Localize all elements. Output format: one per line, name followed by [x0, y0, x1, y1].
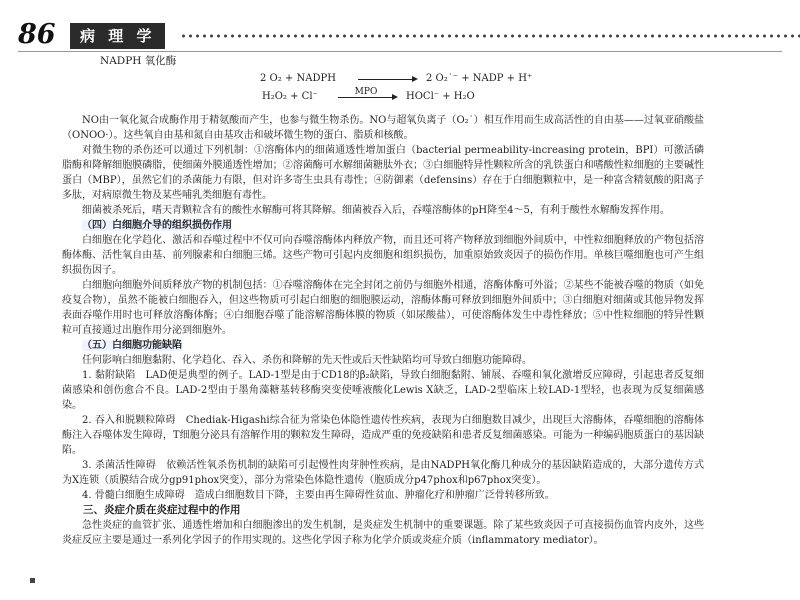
header-rule: [18, 51, 782, 52]
paragraph-release-mechanisms: 白细胞向细胞外间质释放产物的机制包括：①吞噬溶酶体在完全封闭之前仍与细胞外相通，溶酶体酶可外溢；②某些不能被吞噬的物质（如免疫复合物），虽然不能被白细胞吞入，但这些物质可引起白细胞的细胞膜运动，溶酶体酶可释放到细胞外间质中；③白细胞对细菌或其他异物发挥表面吞噬作用时也可释放溶酶体酶；④白细胞吞噬了能溶解溶酶体膜的物质（如尿酸盐），可使溶酶体发生中毒性释放；⑤中性粒细胞的特异性颗粒可直接通过出胞作用分泌到细胞外。: [62, 280, 704, 336]
equation-2-left: H₂O₂ + Cl⁻: [262, 91, 318, 102]
paragraph-tissue-injury: 白细胞在化学趋化、激活和吞噬过程中不仅可向吞噬溶酶体内释放产物，而且还可将产物释放到细胞外间质中，中性粒细胞释放的产物包括溶酶体酶、活性氧自由基、前列腺素和白细胞三烯。这些产物可引起内皮细胞和组织损伤，加重原始致炎因子的损伤作用。单核巨噬细胞也可产生组织损伤因子。: [62, 235, 704, 276]
paragraph-defects-intro: 任何影响白细胞黏附、化学趋化、吞入、杀伤和降解的先天性或后天性缺陷均可导致白细胞功能障碍。: [82, 355, 532, 366]
chapter-title: 病 理 学: [70, 23, 165, 49]
paragraph-no: NO由一氧化氮合成酶作用于精氨酸而产生，也参与微生物杀伤。NO与超氧负离子（O₂˙）相互作用而生成高活性的自由基——过氧亚硝酸盐（ONOO·）。这些氧自由基和氮自由基攻击和破坏微生物的蛋白、脂质和核酸。: [62, 115, 704, 141]
equation-1-left: 2 O₂ + NADPH: [260, 73, 336, 84]
equation-2-right: HOCl⁻ + H₂O: [406, 91, 475, 102]
paragraph-bactericidal-defect: 3. 杀菌活性障碍 依赖活性氧杀伤机制的缺陷可引起慢性肉芽肿性疾病，是由NADPH氧化酶几种成分的基因缺陷造成的，大部分遗传方式为X连锁（质膜结合成分gp91phox突变），部分为常染色体隐性遗传（胞质成分p47phox和p67phox突变）。: [62, 460, 704, 486]
paragraph-adhesion-defect: 1. 黏附缺陷 LAD便是典型的例子。LAD-1型是由于CD18的β₂缺陷，导致白细胞黏附、铺展、吞噬和氧化激增反应障碍，引起患者反复细菌感染和创伤愈合不良。LAD-2型由于墨角藻糖基转移酶突变使唾液酸化Lewis X缺乏，LAD-2型临床上较LAD-1型轻，也表现为反复细菌感染。: [62, 370, 704, 411]
equation-2: [62, 89, 704, 107]
margin-mark: [30, 578, 35, 583]
equation-1-right: 2 O₂˙⁻ + NADP + H⁺: [426, 73, 533, 84]
equation-1-arrow: [358, 79, 416, 80]
header-dotted-rule: [180, 32, 800, 40]
paragraph-mediators: 急性炎症的血管扩张、通透性增加和白细胞渗出的发生机制，是炎症发生机制中的重要课题。除了某些致炎因子可直接损伤血管内皮外，这些炎症反应主要是通过一系列化学因子的作用实现的。这些化学因子称为化学介质或炎症介质（inflammatory mediator）。: [62, 520, 704, 546]
subsection-heading-5: （五）白细胞功能缺陷: [82, 340, 182, 351]
equation-2-arrow: [338, 97, 396, 98]
paragraph-degradation: 细菌被杀死后，嗜天青颗粒含有的酸性水解酶可将其降解。细菌被吞入后，吞噬溶酶体的pH降至4～5，有利于酸性水解酶发挥作用。: [82, 205, 670, 216]
enzyme-label: NADPH 氧化酶: [100, 55, 177, 67]
paragraph-killing-mechanisms: 对微生物的杀伤还可以通过下列机制：①溶酶体内的细菌通透性增加蛋白（bacterial permeability-increasing protein，BPI）可激活磷脂酶和降解细胞膜磷脂，使细菌外膜通透性增加；②溶菌酶可水解细菌糖肽外衣；③白细胞特异性颗粒所含的乳铁蛋白和嗜酸性粒细胞的主要碱性蛋白（MBP），虽然它们的杀菌能力有限，但对许多寄生虫具有毒性；④防御素（defensins）存在于白细胞颗粒中，是一种富含精氨酸的阳离子多肽，对病原微生物及某些哺乳类细胞有毒性。: [62, 145, 704, 201]
subsection-heading-4: （四）白细胞介导的组织损伤作用: [82, 220, 232, 231]
section-heading-3: 三、炎症介质在炎症过程中的作用: [83, 504, 241, 516]
paragraph-marrow-defect: 4. 骨髓白细胞生成障碍 造成白细胞数目下降，主要由再生障碍性贫血、肿瘤化疗和肿瘤广泛骨转移所致。: [82, 490, 555, 501]
page-header: [18, 18, 782, 52]
page-body: [62, 54, 704, 548]
paragraph-phagocytosis-defect: 2. 吞入和脱颗粒障碍 Chediak-Higashi综合征为常染色体隐性遗传性疾病，表现为白细胞数目减少，出现巨大溶酶体，吞噬细胞的溶酶体酶注入吞噬体发生障碍，T细胞分泌具有溶解作用的颗粒发生障碍，造成严重的免疫缺陷和患者反复细菌感染。可能为一种编码胞质蛋白的基因缺陷。: [62, 415, 704, 456]
equation-2-catalyst: MPO: [354, 87, 378, 97]
page-number: 86: [18, 19, 56, 50]
reaction-equations: [62, 71, 704, 107]
